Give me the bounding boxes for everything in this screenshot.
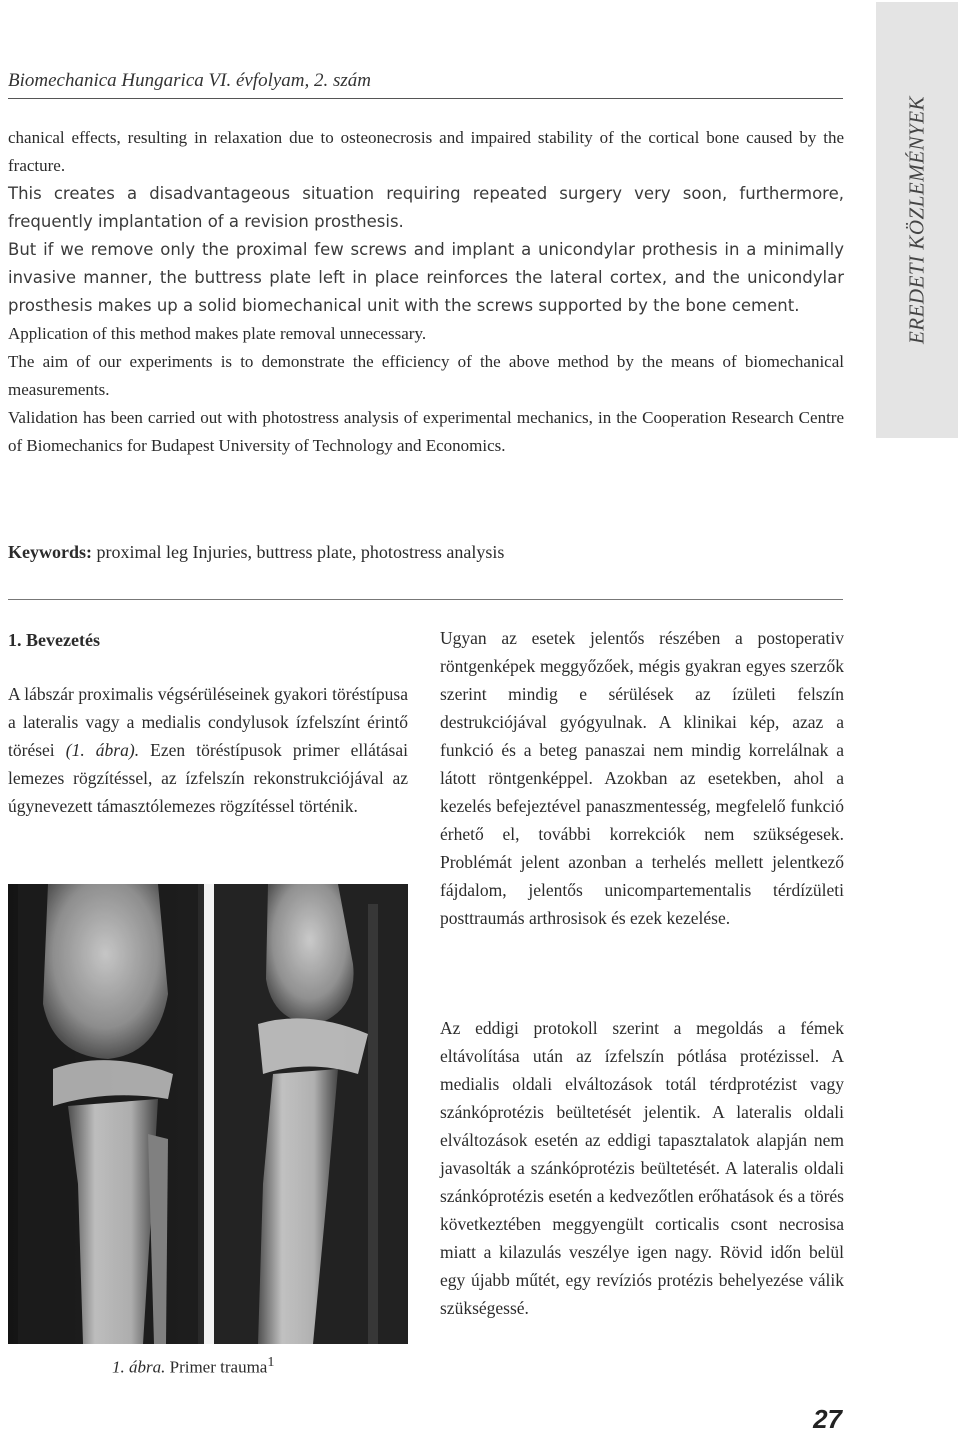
journal-header: Biomechanica Hungarica VI. évfolyam, 2. szám	[8, 70, 372, 91]
left-column	[8, 680, 408, 820]
right-column-paragraph-1	[440, 624, 844, 932]
abstract-paragraph: Application of this method makes plate removal unnecessary.	[8, 324, 427, 343]
figure-reference: (1. ábra).	[65, 740, 140, 760]
body-paragraph: Ugyan az esetek jelentős részében a postoperativ röntgenképek meggyőzőek, mégis gyakran egyes szerzők szerint mindig e sérülések az ízületi felszín destrukciójával gyógyulnak. A klinikai kép, azaz a funkció és a beteg panaszai nem mindig korrelálnak a látott röntgenképpel. Azokban az esetekben, ahol a kezelés befejeztével panaszmentesség, megfelelő funkció érhető el, további korrekciók nem szükségesek. Problémát jelent azonban a terhelés mellett jelentkező fájdalom, jelentős unicompartementalis térdízületi posttraumás arthrosisok és ezek kezelése.	[440, 628, 844, 928]
figure-label: 1. ábra.	[112, 1357, 166, 1377]
figure-caption-text: Primer trauma	[165, 1357, 268, 1377]
header-divider	[8, 98, 843, 99]
section-divider	[8, 599, 843, 600]
keywords-line	[8, 542, 504, 563]
intro-paragraph	[8, 680, 408, 820]
right-column-paragraph-2	[440, 1014, 844, 1322]
xray-figure	[8, 884, 408, 1344]
intro-text: A lábszár proximalis végsérüléseinek gyakori töréstípusa a lateralis vagy a medialis condylusok ízfelszínt érintő törései	[8, 684, 408, 760]
abstract-paragraph: This creates a disadvantageous situation requiring repeated surgery very soon, furthermore, frequently implantation of a revision prosthesis.	[8, 184, 844, 231]
intro-text-cont: Ezen töréstípusok primer ellátásai lemezes rögzítéssel, az ízfelszín rekonstrukciójával az úgynevezett támasztólemezes rögzítéssel történik.	[8, 740, 408, 816]
body-paragraph: Az eddigi protokoll szerint a megoldás a fémek eltávolítása után az ízfelszín pótlása protézissel. A medialis oldali elváltozások totál térdprotézist vagy szánkóprotézis beültetését jelentik. A lateralis oldali elváltozások esetén az eddigi tapasztalatok alapján nem javasolták a szánkóprotézis beültetését. A lateralis oldali szánkóprotézis esetén a kedvezőtlen erőhatások és a törés következtében meggyengült corticalis csont necrosisa miatt a kilazulás veszélye igen nagy. Rövid időn belül egy újabb műtét, egy revíziós protézis behelyezése válik szükségessé.	[440, 1018, 844, 1318]
keywords-label: Keywords:	[8, 542, 92, 562]
section-side-tab	[876, 2, 958, 438]
abstract-paragraph: chanical effects, resulting in relaxation due to osteonecrosis and impaired stability of the cortical bone caused by the fracture.	[8, 128, 844, 175]
keywords-text: proximal leg Injuries, buttress plate, photostress analysis	[92, 542, 505, 562]
abstract-paragraph: But if we remove only the proximal few screws and implant a unicondylar prothesis in a minimally invasive manner, the buttress plate left in place reinforces the lateral cortex, and the unicondylar prosthesis makes up a solid biomechanical unit with the screws supported by the bone cement.	[8, 240, 844, 315]
knee-xray-image	[8, 884, 408, 1344]
english-abstract	[8, 124, 844, 460]
abstract-paragraph: The aim of our experiments is to demonstrate the efficiency of the above method by the means of biomechanical measurements.	[8, 352, 844, 399]
figure-footnote-ref: 1	[267, 1354, 275, 1370]
side-tab-label: EREDETI KÖZLEMÉNYEK	[904, 95, 929, 345]
abstract-paragraph: Validation has been carried out with photostress analysis of experimental mechanics, in the Cooperation Research Centre of Biomechanics for Budapest University of Technology and Economics.	[8, 408, 844, 455]
figure-caption	[112, 1354, 274, 1378]
page-number: 27	[813, 1404, 842, 1434]
section-heading: 1. Bevezetés	[8, 630, 100, 650]
